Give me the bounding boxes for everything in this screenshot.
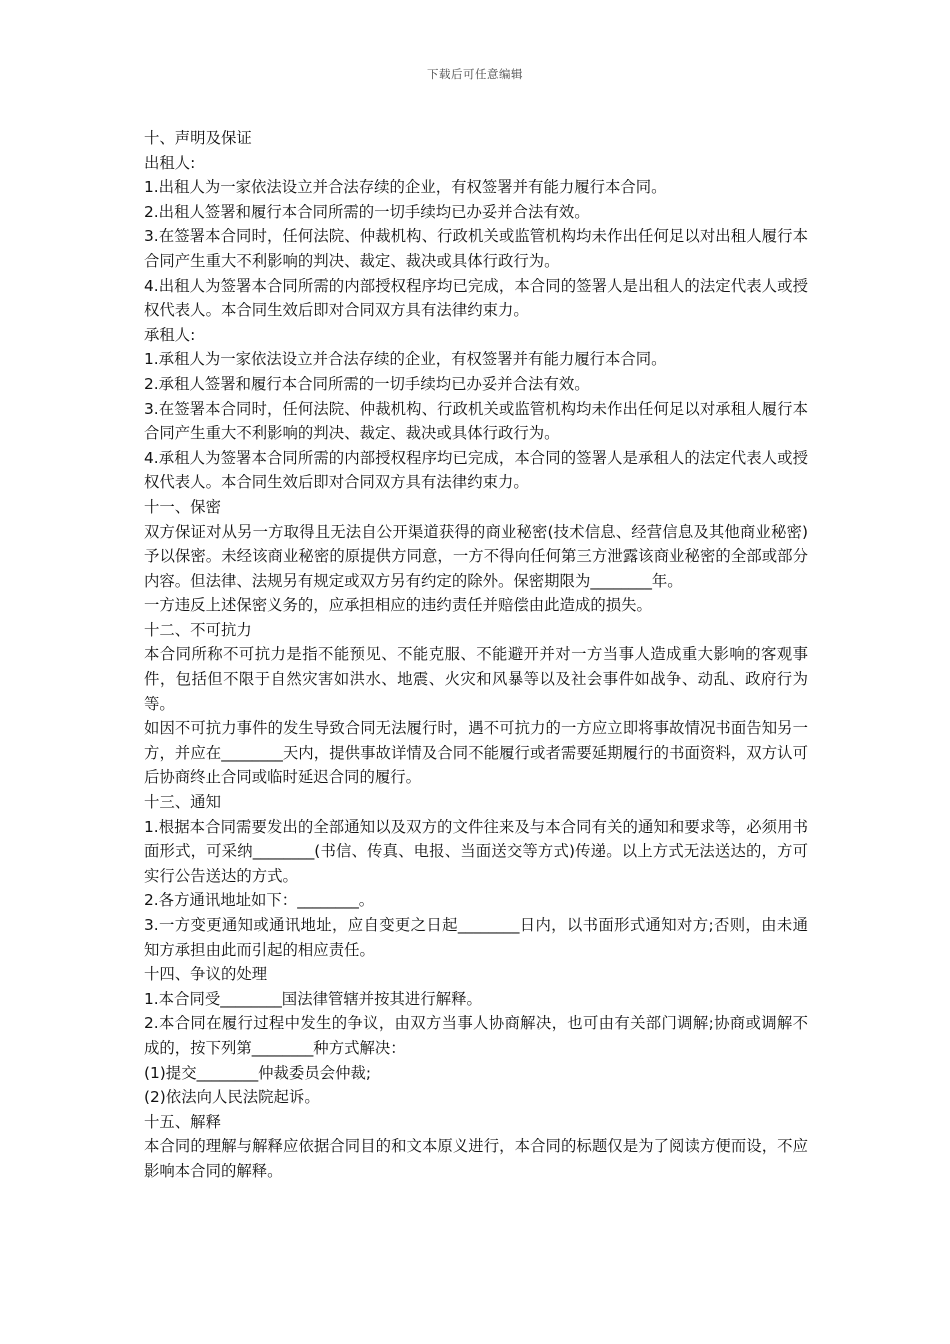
document-body xyxy=(144,126,808,1184)
section-heading-interpretation: 十五、解释 xyxy=(144,1112,221,1131)
notice-clause-3: 3.一方变更通知或通讯地址，应自变更之日起________日内，以书面形式通知对方;否则，由未通知方承担由此而引起的相应责任。 xyxy=(144,916,808,959)
lessee-clause-1: 1.承租人为一家依法设立并合法存续的企业，有权签署并有能力履行本合同。 xyxy=(144,350,667,369)
disputes-clause-2: 2.本合同在履行过程中发生的争议，由双方当事人协商解决，也可由有关部门调解;协商或调解不成的，按下列第________种方式解决： xyxy=(144,1014,808,1057)
disputes-clause-1: 1.本合同受________国法律管辖并按其进行解释。 xyxy=(144,989,482,1008)
lessee-clause-4: 4.承租人为签署本合同所需的内部授权程序均已完成，本合同的签署人是承租人的法定代表人或授权代表人。本合同生效后即对合同双方具有法律约束力。 xyxy=(144,448,808,492)
lessor-clause-1: 1.出租人为一家依法设立并合法存续的企业，有权签署并有能力履行本合同。 xyxy=(144,178,667,197)
interpretation-clause: 本合同的理解与解释应依据合同目的和文本原义进行，本合同的标题仅是为了阅读方便而设，不应影响本合同的解释。 xyxy=(144,1137,808,1180)
confidentiality-clause-1: 双方保证对从另一方取得且无法自公开渠道获得的商业秘密(技术信息、经营信息及其他商业秘密)予以保密。未经该商业秘密的原提供方同意，一方不得向任何第三方泄露该商业秘密的全部或部分内容。但法律、法规另有规定或双方另有约定的除外。保密期限为________年。 xyxy=(144,522,808,590)
confidentiality-clause-2: 一方违反上述保密义务的，应承担相应的违约责任并赔偿由此造成的损失。 xyxy=(144,596,652,615)
lessor-label: 出租人: xyxy=(144,153,196,172)
section-heading-confidentiality: 十一、保密 xyxy=(144,497,221,516)
force-majeure-clause-1: 本合同所称不可抗力是指不能预见、不能克服、不能避开并对一方当事人造成重大影响的客观事件，包括但不限于自然灾害如洪水、地震、火灾和风暴等以及社会事件如战争、动乱、政府行为等。 xyxy=(144,645,808,713)
lessor-clause-3: 3.在签署本合同时，任何法院、仲裁机构、行政机关或监管机构均未作出任何足以对出租人履行本合同产生重大不利影响的判决、裁定、裁决或具体行政行为。 xyxy=(144,227,808,270)
section-heading-notice: 十三、通知 xyxy=(144,793,221,812)
section-heading-force-majeure: 十二、不可抗力 xyxy=(144,620,252,639)
section-heading-declarations: 十、声明及保证 xyxy=(144,129,252,147)
disputes-option-1: (1)提交________仲裁委员会仲裁; xyxy=(144,1063,372,1082)
notice-clause-1: 1.根据本合同需要发出的全部通知以及双方的文件往来及与本合同有关的通知和要求等，必须用书面形式，可采纳________(书信、传真、电报、当面送交等方式)传递。以上方式无法送达的，方可实行公告送达的方式。 xyxy=(144,817,808,885)
disputes-option-2: (2)依法向人民法院起诉。 xyxy=(144,1088,320,1107)
lessee-clause-2: 2.承租人签署和履行本合同所需的一切手续均已办妥并合法有效。 xyxy=(144,374,590,393)
notice-clause-2: 2.各方通讯地址如下：________。 xyxy=(144,891,375,910)
lessee-label: 承租人: xyxy=(144,325,196,344)
lessor-clause-4: 4.出租人为签署本合同所需的内部授权程序均已完成，本合同的签署人是出租人的法定代表人或授权代表人。本合同生效后即对合同双方具有法律约束力。 xyxy=(144,276,808,320)
section-heading-disputes: 十四、争议的处理 xyxy=(144,965,268,984)
lessor-clause-2: 2.出租人签署和履行本合同所需的一切手续均已办妥并合法有效。 xyxy=(144,202,590,221)
page-header: 下载后可任意编辑 xyxy=(427,67,523,81)
lessee-clause-3: 3.在签署本合同时，任何法院、仲裁机构、行政机关或监管机构均未作出任何足以对承租人履行本合同产生重大不利影响的判决、裁定、裁决或具体行政行为。 xyxy=(144,399,808,443)
force-majeure-clause-2: 如因不可抗力事件的发生导致合同无法履行时，遇不可抗力的一方应立即将事故情况书面告知另一方，并应在________天内，提供事故详情及合同不能履行或者需要延期履行的书面资料，双方认可后协商终止合同或临时延迟合同的履行。 xyxy=(144,719,808,787)
